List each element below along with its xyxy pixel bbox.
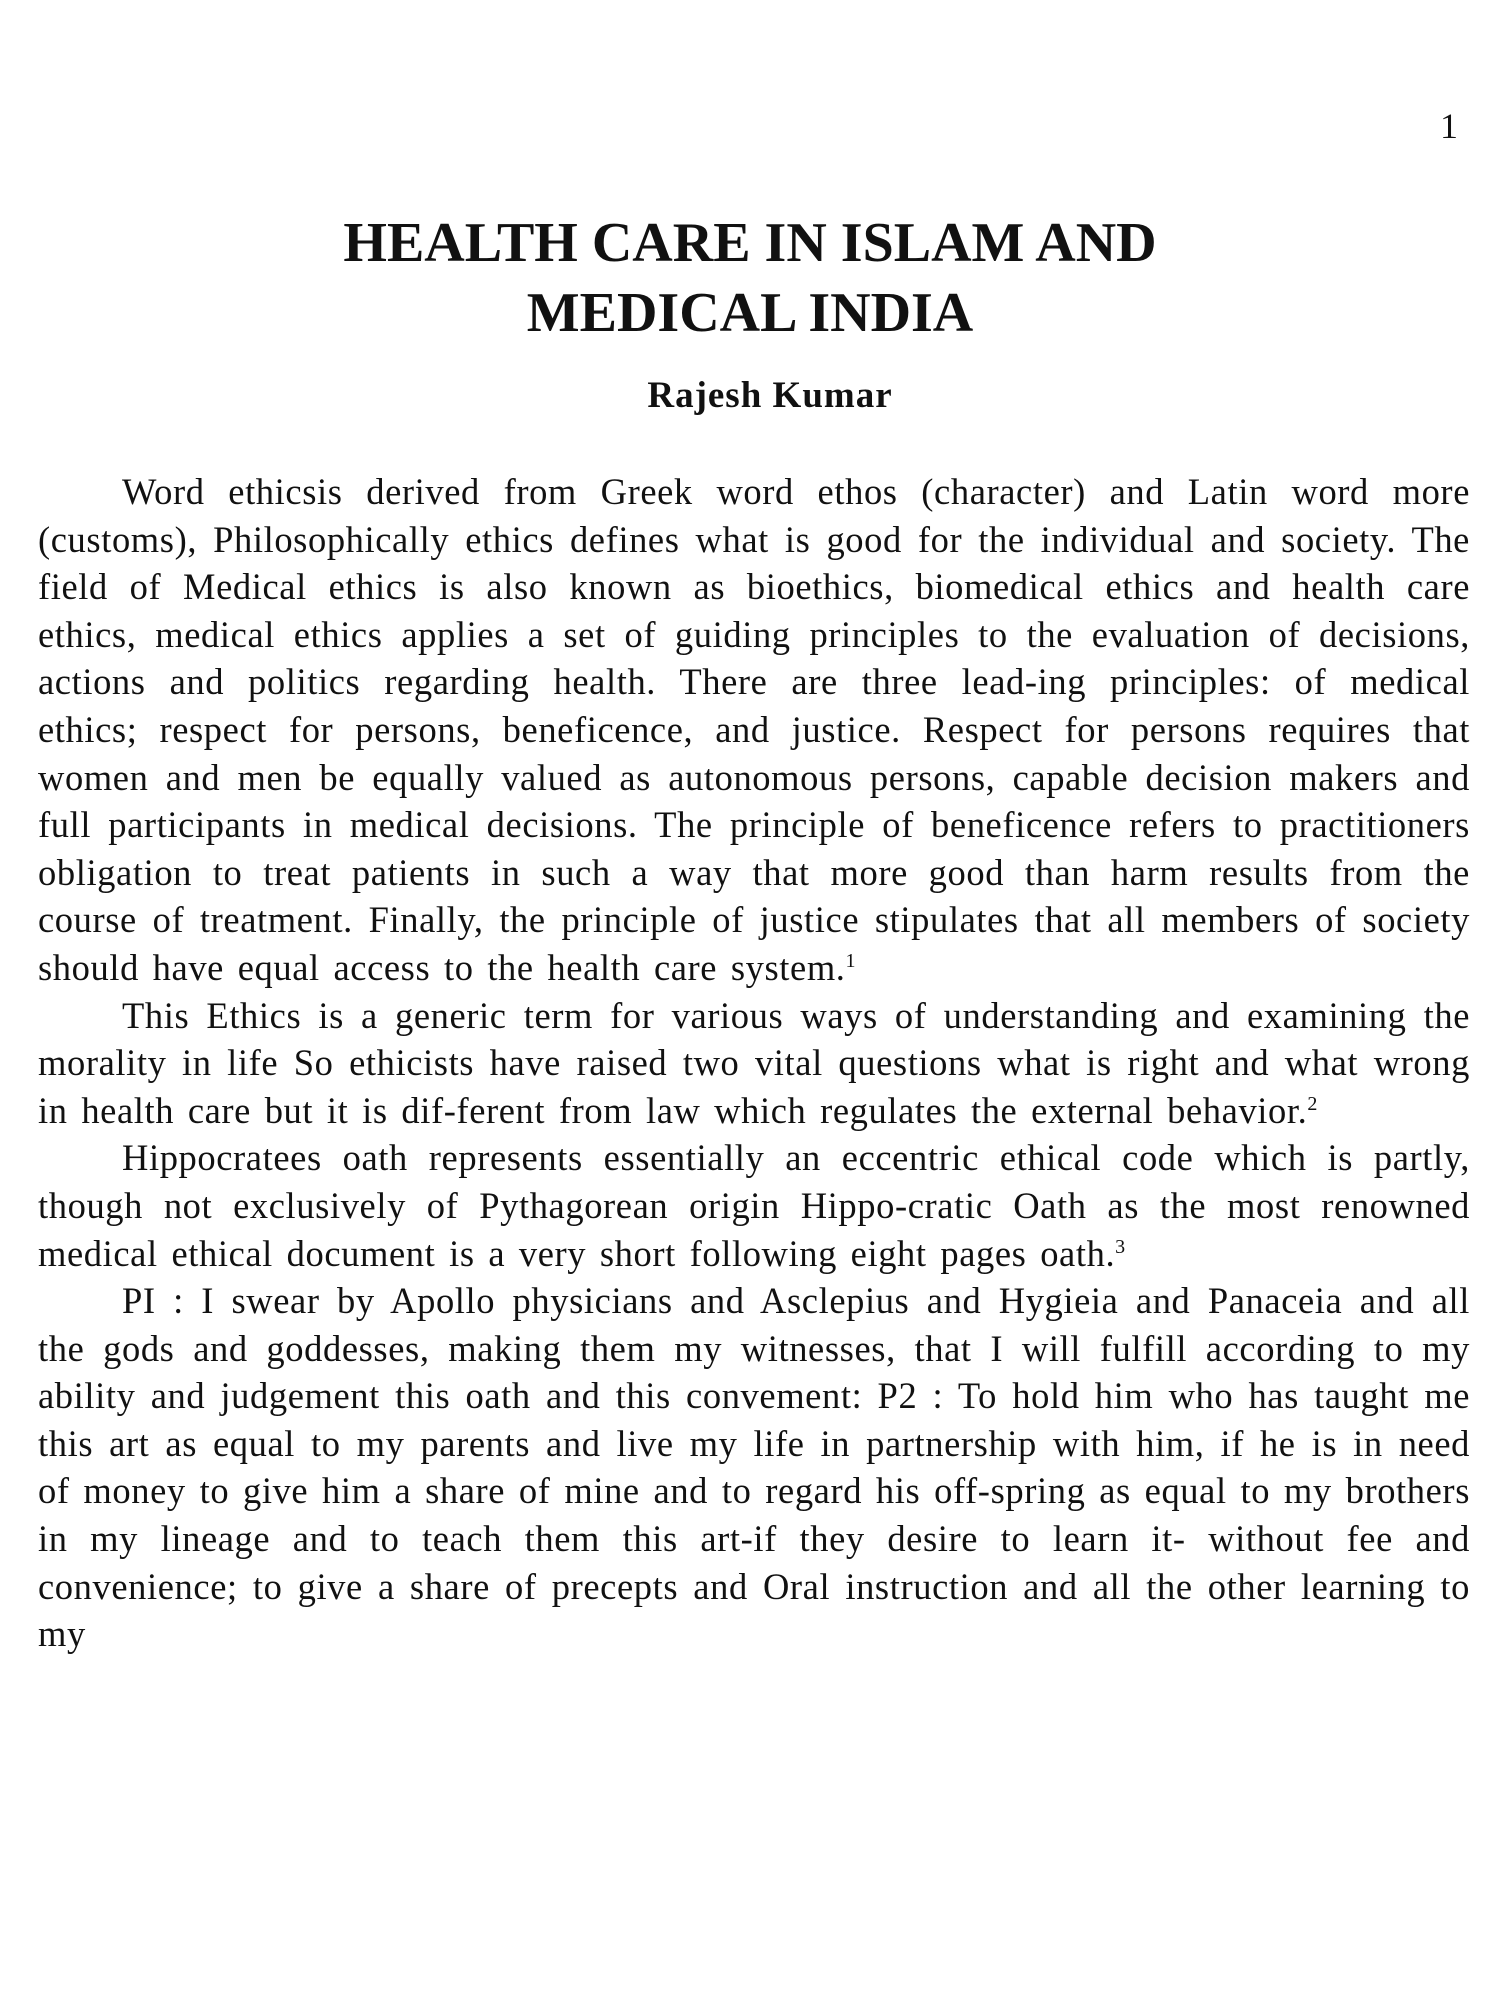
- paragraph-text: Word ethicsis derived from Greek word ethos (character) and Latin word more (customs), Philosophically ethics defines what is good for the individual and society. The field of Medical ethics is also known as bioethics, biomedical ethics and health care ethics, medical ethics applies a set of guiding principles to the evaluation of decisions, actions and politics regarding health. There are three lead-ing principles: of medical ethics; respect for persons, beneficence, and justice. Respect for persons requires that women and men be equally valued as autonomous persons, capable decision makers and full participants in medical decisions. The principle of beneficence refers to practitioners obligation to treat patients in such a way that more good than harm results from the course of treatment. Finally, the principle of justice stipulates that all members of society should have equal access to the health care system.: [38, 471, 1470, 988]
- article-body: [38, 468, 1470, 1658]
- footnote-ref: 2: [1307, 1092, 1318, 1115]
- paragraph-text: Hippocratees oath represents essentially an eccentric ethical code which is partly, though not exclusively of Pythagorean origin Hippo-cratic Oath as the most renowned medical ethical document is a very short following eight pages oath.: [38, 1137, 1470, 1274]
- paragraph-text: PI : I swear by Apollo physicians and Asclepius and Hygieia and Panaceia and all the gods and goddesses, making them my witnesses, that I will fulfill according to my ability and judgement this oath and this convement: P2 : To hold him who has taught me this art as equal to my parents and live my life in partnership with him, if he is in need of money to give him a share of mine and to regard his off-spring as equal to my brothers in my lineage and to teach them this art-if they desire to learn it- without fee and convenience; to give a share of precepts and Oral instruction and all the other learning to my: [38, 1280, 1470, 1655]
- author-name: Rajesh Kumar: [647, 375, 893, 416]
- paragraph: [38, 1277, 1470, 1658]
- paragraph-text: This Ethics is a generic term for various ways of understanding and examining the morality in life So ethicists have raised two vital questions what is right and what wrong in health care but it is dif-ferent from law which regulates the external behavior.: [38, 994, 1470, 1131]
- footnote-ref: 1: [845, 949, 857, 972]
- paragraph: [38, 1134, 1470, 1277]
- footnote-ref: 3: [1115, 1235, 1126, 1258]
- title-line-1: HEALTH CARE IN ISLAM AND: [343, 212, 1157, 274]
- paragraph: [38, 468, 1470, 992]
- article-title: [0, 208, 1500, 348]
- page-number: 1: [1440, 106, 1458, 146]
- title-line-2: MEDICAL INDIA: [526, 282, 974, 344]
- paragraph: [38, 992, 1470, 1135]
